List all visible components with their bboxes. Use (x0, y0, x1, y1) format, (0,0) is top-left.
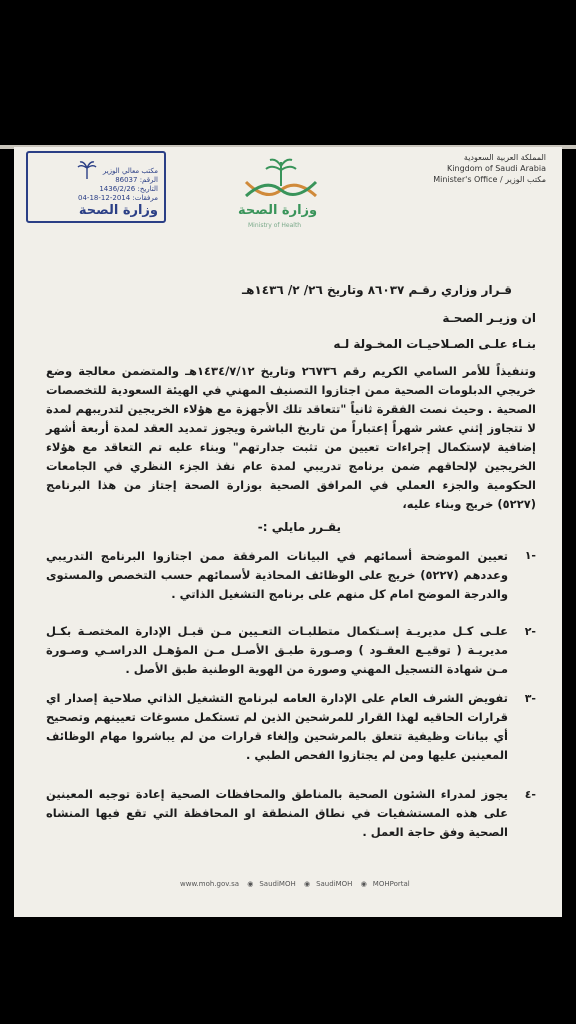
facebook-icon: ◉ (303, 880, 311, 888)
palm-icon (76, 159, 98, 181)
item-number: ٢- (524, 625, 536, 638)
footer-portal: MOHPortal (372, 880, 410, 888)
portal-icon: ◉ (360, 880, 367, 888)
twitter-icon: ◉ (247, 880, 254, 888)
logo-arabic-text: وزارة الصحة (238, 203, 318, 218)
authority-line: بنـاء علـى الصـلاحيـات المخـولة لـه (333, 337, 536, 351)
item-number: ٤- (524, 788, 536, 801)
logo-english-text: Ministry of Health (248, 222, 302, 229)
footer-website: www.moh.gov.sa (180, 880, 240, 888)
footer-twitter: SaudiMOH (259, 880, 296, 888)
decree-title: قـرار وزاري رقـم ٨٦٠٣٧ وتاريخ ٢٦/ ٢/ ١٤٣٦هـ (242, 283, 512, 297)
item-number: ٣- (524, 692, 536, 705)
decree-item: تعيين الموضحة أسمائهم في البيانات المرفقة ممن اجتازوا البرنامج التدريبي وعددهم (٥٢٢٧) خريج على الوظائف المحاذية لأسمائهم حسب التخصص والمستوى والدرجة الموضح امام كل منهم على برنامج التشغيل الذاتي . (46, 549, 508, 601)
decree-item: علـى كـل مديريـة إسـتكمال متطلبـات التعـيين مـن قبـل الإدارة المختصـة بكـل مديريـة ( توقيـع العقـود ) وصـورة طبـق الأصـل مـن المؤهـل الدراسـي وصـورة مـن شهادة التسجيل المهني وصورة من الهوية الوطنية طبق الأصل . (46, 624, 508, 676)
incoming-stamp (26, 151, 166, 223)
stamp-number: الرقم: 86037 (115, 176, 158, 184)
footer-facebook: SaudiMOH (316, 880, 353, 888)
preamble-paragraph: وتنفيذاً للأمر السامي الكريم رقم ٢٦٧٣٦ وتاريخ ١٤٣٤/٧/١٢هـ والمتضمن معالجة وضع خريجي الدبلومات الصحية ممن اجتازوا التصنيف المهني في الهيئة السعودية للتخصصات الصحية . وحيث نصت الفقرة ثانياً "تتعاقد تلك الأجهزة مع هؤلاء الخريجين لتدريبهم لمدة لا تتجاوز إثني عشر شهراً إعتباراً من تاريخ الباشرة ويجوز تمديد العقد لمدة أربعة أشهر إضافية لإستكمال إجراءات تعيين من تثبت جدارتهم" وبناء عليه تم التعاقد مع هؤلاء الخريجين لإلحاقهم ضمن برنامج تدريبي لمدة عام نفذ الجزء النظري في الجامعات الحكومية والجزء العملي في المرافق الصحية بوزارة الصحة إجتاز من هذا البرنامج (٥٢٢٧) خريج وبناء عليه، (46, 364, 537, 511)
letterhead-kingdom-ar: المملكة العربية السعودية (463, 153, 546, 162)
decree-item: يجوز لمدراء الشئون الصحية بالمناطق والمحافظات الصحية إعادة توجيه المعينين على هذه المستشفيات في نطاق المنطقة او المحافظة التي تقع فيها المنشاه الصحية وفق حاجة العمل . (46, 787, 508, 839)
footer-links (180, 880, 416, 888)
stamp-attachments: مرفقات: 2014-12-18-04 (78, 194, 158, 202)
letterhead-office: مكتب الوزير / Minister's Office (433, 175, 546, 184)
letterhead (433, 152, 546, 185)
stamp-org: وزارة الصحة (78, 203, 158, 218)
stamp-office: مكتب معالي الوزير (102, 167, 158, 175)
letterhead-kingdom-en: Kingdom of Saudi Arabia (447, 164, 546, 173)
stamp-date: التاريخ: 1436/2/26 (99, 185, 158, 193)
decides-heading: يقـرر مايلي :- (257, 520, 341, 534)
item-number: ١- (524, 549, 536, 562)
decree-item: تفويض الشرف العام على الإدارة العامه لبرنامج التشغيل الذاتي صلاحية إصدار اي قرارات الحاقيه لهذا القرار للمرشحين الذين لم تستكمل مسوغات تعيينهم وتصحيح أي بيانات وظيفية تتعلق بالمرشحين وإلغاء قرارات من لم يباشروا مهام الوظائف المعينين عليها ومن لم يجتازوا الفحص الطبي . (46, 691, 508, 762)
minister-line: ان وزيـر الصحـة (442, 311, 536, 325)
